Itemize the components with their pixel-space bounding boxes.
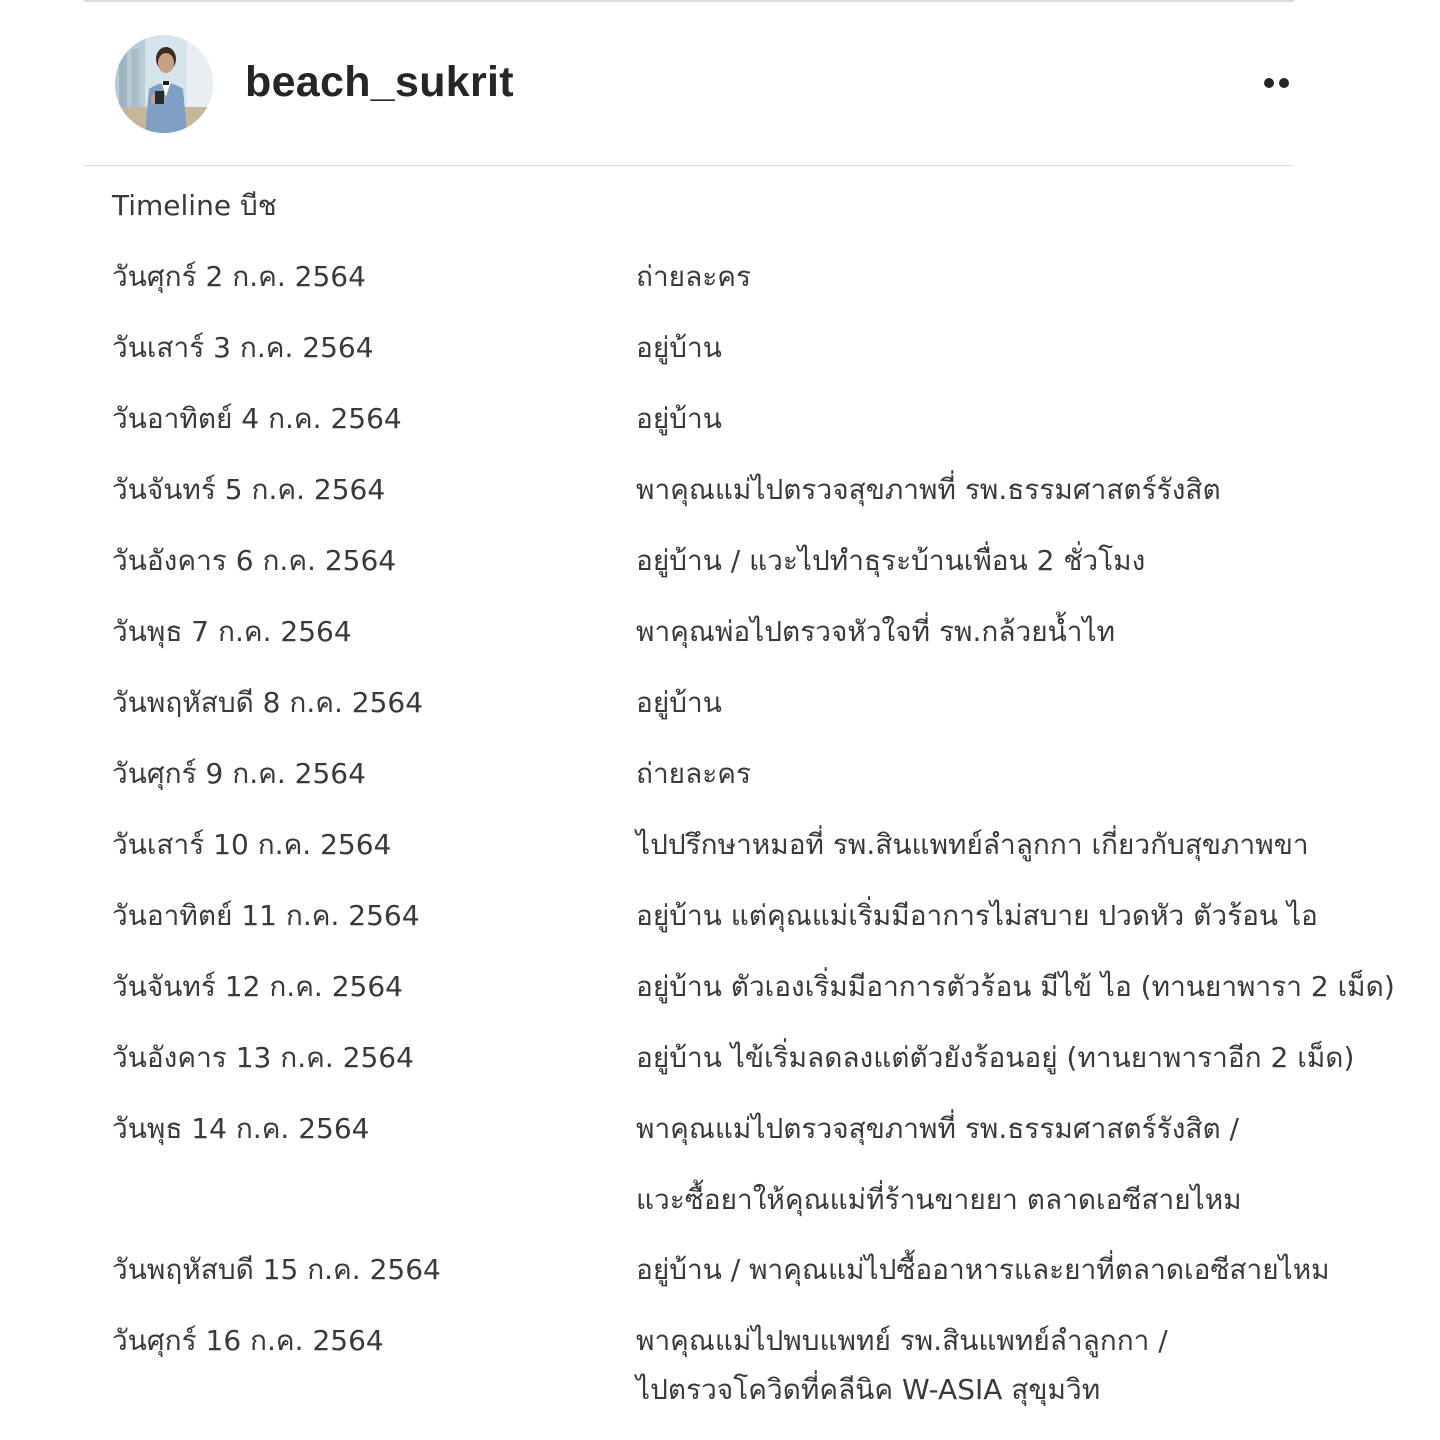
timeline-date: วันอาทิตย์ 4 ก.ค. 2564 [112,402,402,435]
more-horizontal-icon [1264,78,1274,88]
timeline-date: วันอังคาร 6 ก.ค. 2564 [112,544,397,577]
timeline-row [112,257,1432,328]
timeline-date: วันพฤหัสบดี 8 ก.ค. 2564 [112,686,424,719]
timeline-row [112,399,1432,470]
timeline-activity: พาคุณแม่ไปตรวจสุขภาพที่ รพ.ธรรมศาสตร์รังสิต / [636,1112,1239,1145]
more-horizontal-icon [1279,78,1289,88]
timeline-activity: พาคุณแม่ไปตรวจสุขภาพที่ รพ.ธรรมศาสตร์รังสิต [636,473,1221,506]
more-options-button[interactable] [1254,66,1294,100]
post-header [84,2,1294,166]
timeline-row [112,541,1432,612]
timeline-date: วันอังคาร 13 ก.ค. 2564 [112,1041,414,1074]
timeline-row [112,470,1432,541]
timeline-date: วันจันทร์ 12 ก.ค. 2564 [112,970,403,1003]
timeline-activity: ถ่ายละคร [636,260,752,293]
timeline-activity: ไปปรึกษาหมอที่ รพ.สินแพทย์ลำลูกกา เกี่ยวกับสุขภาพขา [636,828,1309,861]
timeline-activity: อยู่บ้าน [636,402,722,435]
timeline-date: วันศุกร์ 9 ก.ค. 2564 [112,757,366,790]
timeline-activity: พาคุณพ่อไปตรวจหัวใจที่ รพ.กล้วยน้ำไท [636,615,1116,648]
timeline-date: วันเสาร์ 3 ก.ค. 2564 [112,331,374,364]
timeline-row [112,896,1432,967]
timeline-date: วันศุกร์ 16 ก.ค. 2564 [112,1324,384,1357]
timeline-date: วันพุธ 7 ก.ค. 2564 [112,615,352,648]
timeline-date: วันอาทิตย์ 11 ก.ค. 2564 [112,899,420,932]
timeline-activity: พาคุณแม่ไปพบแพทย์ รพ.สินแพทย์ลำลูกกา / [636,1324,1168,1357]
timeline-row [112,967,1432,1038]
timeline-row [112,612,1432,683]
post-caption [112,186,1432,1406]
timeline-date: วันจันทร์ 5 ก.ค. 2564 [112,473,386,506]
timeline-activity: อยู่บ้าน ไข้เริ่มลดลงแต่ตัวยังร้อนอยู่ (ทานยาพาราอีก 2 เม็ด) [636,1041,1355,1074]
timeline-row [112,1038,1432,1109]
timeline-activity: อยู่บ้าน แต่คุณแม่เริ่มมีอาการไม่สบาย ปวดหัว ตัวร้อน ไอ [636,899,1318,932]
timeline-activity: ถ่ายละคร [636,757,752,790]
timeline-row [112,328,1432,399]
timeline-date: วันศุกร์ 2 ก.ค. 2564 [112,260,366,293]
caption-title: Timeline บีช [112,189,277,222]
timeline-activity-continued: ไปตรวจโควิดที่คลีนิค W-ASIA สุขุมวิท [636,1373,1101,1406]
timeline-activity: อยู่บ้าน / พาคุณแม่ไปซื้ออาหารและยาที่ตลาดเอซีสายไหม [636,1253,1330,1286]
username[interactable]: beach_sukrit [245,58,514,106]
timeline-row [112,825,1432,896]
timeline-date: วันเสาร์ 10 ก.ค. 2564 [112,828,392,861]
timeline-date: วันพฤหัสบดี 15 ก.ค. 2564 [112,1253,441,1286]
timeline-row [112,1109,1432,1250]
timeline-row [112,754,1432,825]
timeline-activity: อยู่บ้าน [636,686,722,719]
timeline-row [112,1321,1432,1406]
timeline-row [112,683,1432,754]
timeline-activity-continued: แวะซื้อยาให้คุณแม่ที่ร้านขายยา ตลาดเอซีสายไหม [636,1183,1242,1216]
timeline-activity: อยู่บ้าน ตัวเองเริ่มมีอาการตัวร้อน มีไข้ ไอ (ทานยาพารา 2 เม็ด) [636,970,1395,1003]
timeline-row [112,1250,1432,1321]
timeline-activity: อยู่บ้าน [636,331,722,364]
avatar[interactable] [115,35,213,133]
timeline-activity: อยู่บ้าน / แวะไปทำธุระบ้านเพื่อน 2 ชั่วโมง [636,544,1146,577]
timeline-date: วันพุธ 14 ก.ค. 2564 [112,1112,370,1145]
avatar-photo [115,35,213,133]
